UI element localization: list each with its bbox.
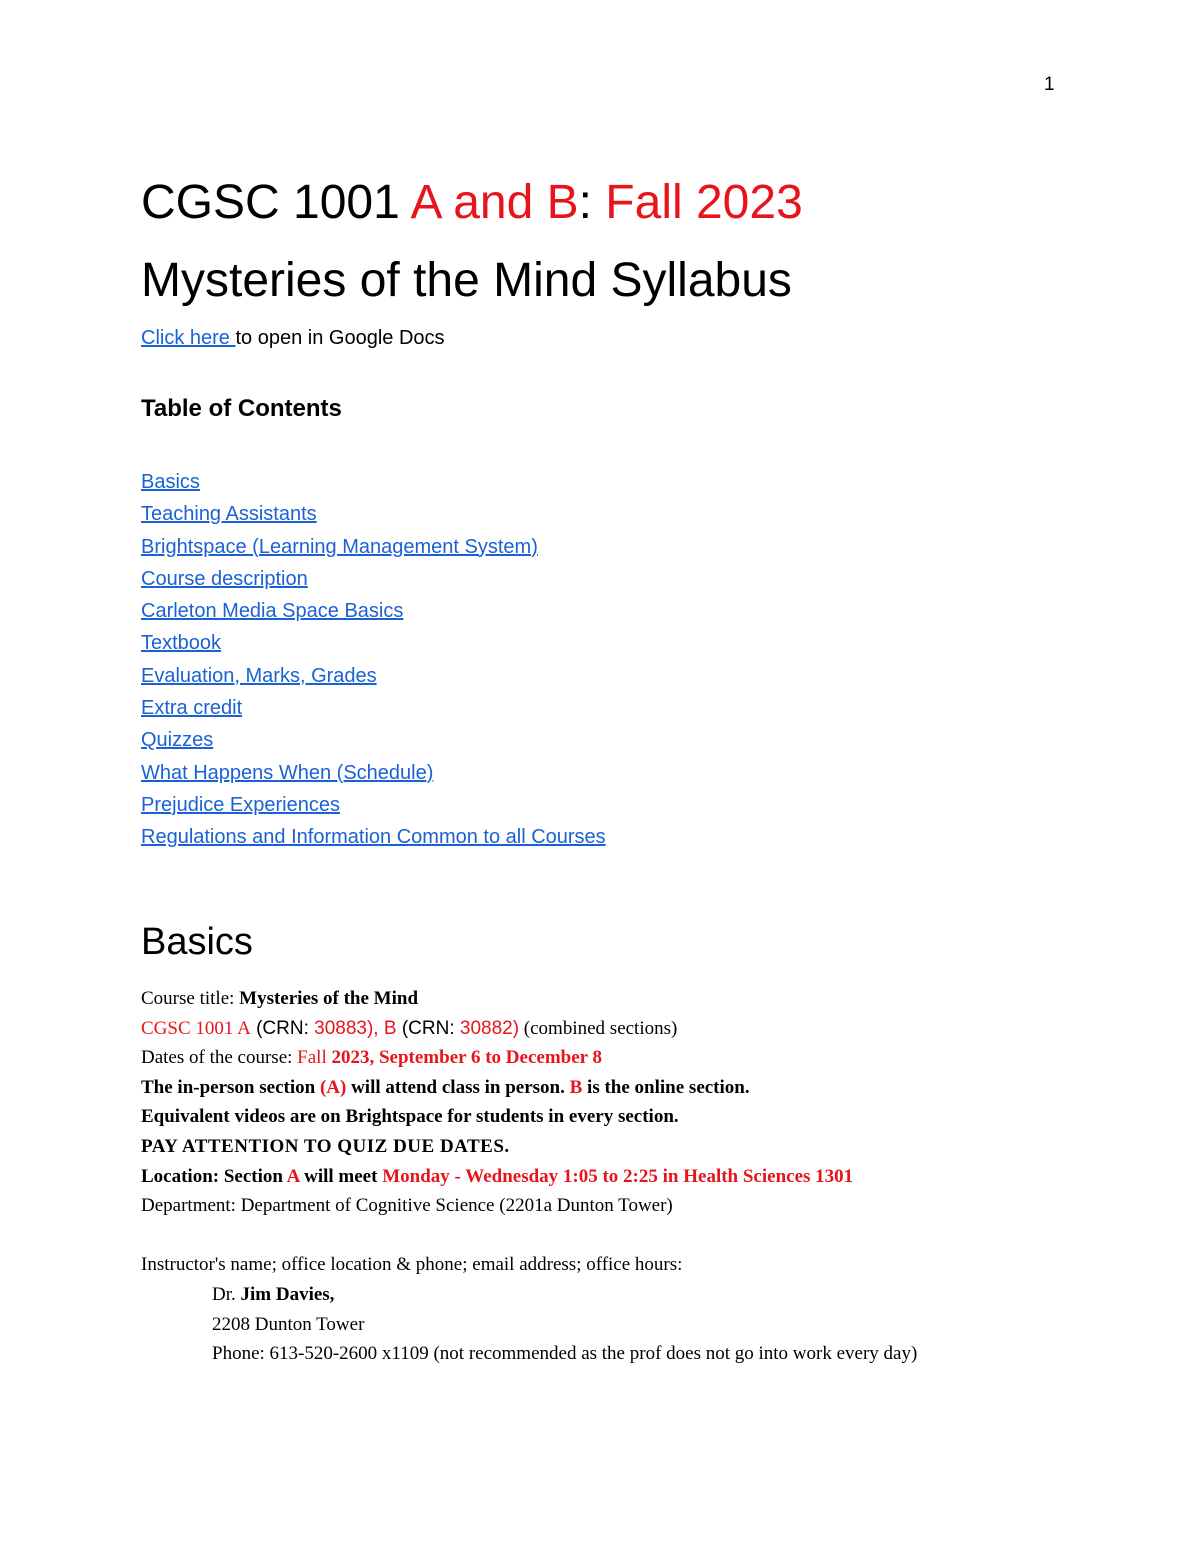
toc-item [141, 758, 606, 790]
basics-heading: Basics [141, 921, 253, 963]
basics-section [141, 985, 1141, 1370]
toc-item [141, 499, 606, 531]
toc-item [141, 790, 606, 822]
in-person-row [141, 1074, 1141, 1104]
in-person-text-3: is the online section. [582, 1076, 750, 1098]
toc-item [141, 661, 606, 693]
videos-note: Equivalent videos are on Brightspace for students in every section. [141, 1106, 679, 1128]
toc-link-evaluation[interactable]: Evaluation, Marks, Grades [141, 664, 377, 687]
course-title-row [141, 985, 1141, 1015]
crn-label-b: (CRN: [396, 1017, 460, 1039]
crn-value-a: 30883), B [314, 1017, 397, 1039]
toc-link-prejudice[interactable]: Prejudice Experiences [141, 793, 340, 816]
quiz-note: PAY ATTENTION TO QUIZ DUE DATES. [141, 1135, 510, 1157]
dates-label: Dates of the course: [141, 1047, 298, 1069]
instructor-name: Jim Davies, [240, 1283, 335, 1305]
blank-row [141, 1222, 1141, 1252]
location-row [141, 1163, 1141, 1193]
page-subtitle: Mysteries of the Mind Syllabus [141, 254, 792, 307]
toc-item [141, 467, 606, 499]
toc-item [141, 725, 606, 757]
crn-label-a: (CRN: [250, 1017, 315, 1039]
toc-link-regulations[interactable]: Regulations and Information Common to all Courses [141, 826, 606, 849]
location-will-meet: will meet [299, 1165, 383, 1187]
toc-link-textbook[interactable]: Textbook [141, 632, 222, 655]
dates-row [141, 1044, 1141, 1074]
open-in-docs-line [141, 327, 445, 350]
toc-link-quizzes[interactable]: Quizzes [141, 729, 214, 752]
in-person-text-1: The in-person section [141, 1076, 320, 1098]
instructor-name-row [141, 1281, 1141, 1311]
course-title-label: Course title: [141, 988, 240, 1009]
crn-combined: (combined sections) [519, 1017, 678, 1039]
course-title-value: Mysteries of the Mind [239, 988, 419, 1009]
toc-link-extra-credit[interactable]: Extra credit [141, 697, 243, 720]
toc-link-media-space[interactable]: Carleton Media Space Basics [141, 600, 404, 623]
course-term: Fall 2023 [605, 176, 803, 229]
page-title [141, 175, 803, 231]
toc-heading: Table of Contents [141, 395, 342, 422]
open-in-docs-link[interactable]: Click here [141, 327, 236, 349]
toc-list [141, 467, 606, 855]
toc-item [141, 596, 606, 628]
toc-link-basics[interactable]: Basics [141, 471, 200, 493]
dates-term: Fall [297, 1047, 332, 1069]
department-row: Department: Department of Cognitive Science (2201a Dunton Tower) [141, 1195, 673, 1217]
instructor-heading: Instructor's name; office location & phone; email address; office hours: [141, 1254, 683, 1276]
in-person-section-a: (A) [319, 1076, 347, 1098]
location-schedule: Monday - Wednesday 1:05 to 2:25 in Health Sciences 1301 [382, 1165, 854, 1187]
course-code: CGSC 1001 [141, 176, 411, 229]
instructor-prefix: Dr. [212, 1283, 241, 1305]
course-sections: A and B [410, 176, 579, 229]
toc-item [141, 693, 606, 725]
toc-item [141, 532, 606, 564]
crn-code-a: CGSC 1001 A [141, 1017, 251, 1039]
toc-item [141, 822, 606, 854]
dates-value: 2023, September 6 to December 8 [331, 1047, 602, 1069]
toc-link-brightspace[interactable]: Brightspace (Learning Management System) [141, 535, 538, 558]
open-in-docs-text: to open in Google Docs [235, 327, 445, 349]
toc-link-teaching-assistants[interactable]: Teaching Assistants [141, 503, 317, 526]
instructor-office: 2208 Dunton Tower [212, 1313, 365, 1335]
in-person-section-b: B [569, 1076, 583, 1098]
location-label: Location: Section [141, 1165, 287, 1187]
crn-value-b: 30882) [459, 1017, 520, 1039]
toc-link-course-description[interactable]: Course description [141, 567, 308, 590]
toc-item [141, 564, 606, 596]
toc-link-schedule[interactable]: What Happens When (Schedule) [141, 761, 434, 784]
page-number: 1 [1044, 74, 1055, 95]
location-section: A [286, 1165, 300, 1187]
instructor-phone: Phone: 613-520-2600 x1109 (not recommended as the prof does not go into work every day) [212, 1343, 918, 1365]
toc-item [141, 628, 606, 660]
in-person-text-2: will attend class in person. [346, 1076, 570, 1098]
crn-row [141, 1015, 1141, 1045]
title-colon: : [578, 176, 606, 229]
